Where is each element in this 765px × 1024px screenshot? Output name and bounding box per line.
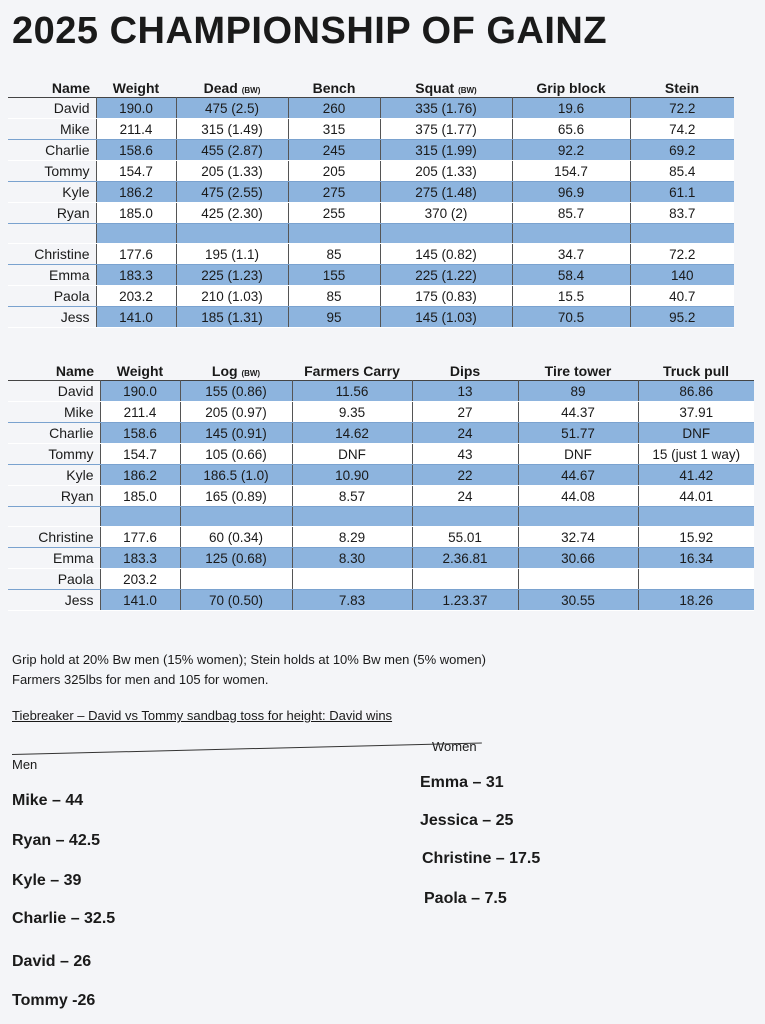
men-label: Men <box>12 757 38 772</box>
note-line: Grip hold at 20% Bw men (15% women); Stein holds at 10% Bw men (5% women) <box>12 652 486 667</box>
col-header-dead-unit: (BW) <box>241 86 261 95</box>
cell-c2 <box>180 569 292 590</box>
cell-c3 <box>292 569 412 590</box>
cell-weight: 141.0 <box>100 590 180 611</box>
table-row <box>8 402 754 423</box>
cell-c2: 185 (1.31) <box>176 307 288 328</box>
table-row <box>8 182 734 203</box>
cell-c3: 155 <box>288 265 380 286</box>
cell-name: Ryan <box>8 203 96 224</box>
cell-c6: 72.2 <box>630 98 734 119</box>
cell-c4: 1.23.37 <box>412 590 518 611</box>
cell-weight: 190.0 <box>100 381 180 402</box>
cell-c3: 95 <box>288 307 380 328</box>
cell-c2: 425 (2.30) <box>176 203 288 224</box>
table-header-row <box>8 79 734 98</box>
cell-c5: 30.66 <box>518 548 638 569</box>
cell-c2: 205 (1.33) <box>176 161 288 182</box>
table-row <box>8 98 734 119</box>
table-row <box>8 203 734 224</box>
spacer-cell <box>288 224 380 244</box>
cell-c4: 27 <box>412 402 518 423</box>
col-header-tire-tower: Tire tower <box>544 363 612 379</box>
col-header-dead-label: Dead <box>203 80 238 96</box>
cell-name: Emma <box>8 265 96 286</box>
cell-c5: 44.37 <box>518 402 638 423</box>
table-row <box>8 590 754 611</box>
spacer-row <box>8 224 734 244</box>
cell-c5: 92.2 <box>512 140 630 161</box>
cell-c6: 18.26 <box>638 590 754 611</box>
cell-c3: 260 <box>288 98 380 119</box>
cell-weight: 177.6 <box>100 527 180 548</box>
cell-c6: 74.2 <box>630 119 734 140</box>
spacer-cell <box>8 224 96 244</box>
men-result: Tommy -26 <box>12 992 96 1009</box>
cell-c2: 186.5 (1.0) <box>180 465 292 486</box>
cell-c2: 195 (1.1) <box>176 244 288 265</box>
cell-c2: 145 (0.91) <box>180 423 292 444</box>
table-row <box>8 527 754 548</box>
cell-weight: 154.7 <box>100 444 180 465</box>
men-result: David – 26 <box>12 953 92 970</box>
col-header-weight: Weight <box>116 363 164 379</box>
cell-c6: 72.2 <box>630 244 734 265</box>
cell-c4: 55.01 <box>412 527 518 548</box>
cell-c6: 44.01 <box>638 486 754 507</box>
col-header-squat-label: Squat <box>415 80 455 96</box>
cell-c3: 10.90 <box>292 465 412 486</box>
cell-c6: 140 <box>630 265 734 286</box>
spacer-row <box>8 507 754 527</box>
cell-c6: 86.86 <box>638 381 754 402</box>
cell-weight: 141.0 <box>96 307 176 328</box>
men-result: Ryan – 42.5 <box>12 832 101 849</box>
cell-name: Charlie <box>8 423 100 444</box>
cell-c2: 105 (0.66) <box>180 444 292 465</box>
event-notes <box>12 650 486 690</box>
cell-c4: 24 <box>412 423 518 444</box>
col-header-truck-pull: Truck pull <box>662 363 730 379</box>
cell-c6: 15 (just 1 way) <box>638 444 754 465</box>
cell-c2: 225 (1.23) <box>176 265 288 286</box>
cell-c2: 70 (0.50) <box>180 590 292 611</box>
cell-c4 <box>412 569 518 590</box>
cell-c3: DNF <box>292 444 412 465</box>
spacer-cell <box>512 224 630 244</box>
table-row <box>8 265 734 286</box>
cell-name: Jess <box>8 307 96 328</box>
table-row <box>8 161 734 182</box>
cell-c3: 8.29 <box>292 527 412 548</box>
cell-c6: 40.7 <box>630 286 734 307</box>
cell-name: Tommy <box>8 444 100 465</box>
cell-c6: 16.34 <box>638 548 754 569</box>
cell-c2: 475 (2.5) <box>176 98 288 119</box>
cell-c3: 245 <box>288 140 380 161</box>
cell-c2: 125 (0.68) <box>180 548 292 569</box>
cell-name: Emma <box>8 548 100 569</box>
table-header-row <box>8 362 754 381</box>
cell-name: Kyle <box>8 182 96 203</box>
women-result: Emma – 31 <box>420 774 504 791</box>
women-result: Paola – 7.5 <box>424 890 507 907</box>
spacer-cell <box>518 507 638 527</box>
col-header-stein: Stein <box>664 80 700 96</box>
cell-c5 <box>518 569 638 590</box>
cell-c2: 475 (2.55) <box>176 182 288 203</box>
col-header-name: Name <box>55 363 94 379</box>
cell-c4: 22 <box>412 465 518 486</box>
men-result: Mike – 44 <box>12 792 84 809</box>
cell-c3: 8.57 <box>292 486 412 507</box>
col-header-dead <box>176 79 288 98</box>
cell-name: David <box>8 98 96 119</box>
cell-c6: 41.42 <box>638 465 754 486</box>
cell-c4: 175 (0.83) <box>380 286 512 307</box>
cell-c5: 96.9 <box>512 182 630 203</box>
cell-c5: 32.74 <box>518 527 638 548</box>
cell-weight: 185.0 <box>100 486 180 507</box>
table-row <box>8 381 754 402</box>
cell-c4: 24 <box>412 486 518 507</box>
spacer-cell <box>176 224 288 244</box>
col-header-log <box>180 362 292 381</box>
cell-c6 <box>638 569 754 590</box>
cell-c3: 205 <box>288 161 380 182</box>
cell-c4: 2.36.81 <box>412 548 518 569</box>
cell-c4: 43 <box>412 444 518 465</box>
cell-c2: 60 (0.34) <box>180 527 292 548</box>
cell-c2: 315 (1.49) <box>176 119 288 140</box>
cell-c4: 145 (0.82) <box>380 244 512 265</box>
col-header-weight: Weight <box>112 80 160 96</box>
cell-name: Christine <box>8 244 96 265</box>
cell-name: Mike <box>8 119 96 140</box>
cell-weight: 203.2 <box>100 569 180 590</box>
spacer-cell <box>412 507 518 527</box>
cell-weight: 186.2 <box>96 182 176 203</box>
cell-weight: 158.6 <box>100 423 180 444</box>
cell-weight: 190.0 <box>96 98 176 119</box>
cell-c3: 315 <box>288 119 380 140</box>
cell-name: Ryan <box>8 486 100 507</box>
col-header-name: Name <box>51 80 90 96</box>
men-result: Charlie – 32.5 <box>12 910 116 927</box>
cell-name: David <box>8 381 100 402</box>
cell-name: Jess <box>8 590 100 611</box>
cell-c3: 7.83 <box>292 590 412 611</box>
cell-name: Kyle <box>8 465 100 486</box>
divider-line <box>12 743 482 755</box>
tiebreaker-note: Tiebreaker – David vs Tommy sandbag toss for height: David wins <box>12 708 393 723</box>
cell-c5: 154.7 <box>512 161 630 182</box>
cell-c4: 375 (1.77) <box>380 119 512 140</box>
table-row <box>8 119 734 140</box>
cell-c3: 9.35 <box>292 402 412 423</box>
table-row <box>8 423 754 444</box>
cell-name: Christine <box>8 527 100 548</box>
cell-c5: 51.77 <box>518 423 638 444</box>
cell-c6: 83.7 <box>630 203 734 224</box>
col-header-farmers-carry: Farmers Carry <box>304 363 400 379</box>
cell-weight: 183.3 <box>96 265 176 286</box>
cell-c4: 205 (1.33) <box>380 161 512 182</box>
cell-c2: 205 (0.97) <box>180 402 292 423</box>
cell-c4: 145 (1.03) <box>380 307 512 328</box>
cell-c6: 15.92 <box>638 527 754 548</box>
cell-c5: 58.4 <box>512 265 630 286</box>
table-row <box>8 444 754 465</box>
cell-c4: 335 (1.76) <box>380 98 512 119</box>
cell-c2: 155 (0.86) <box>180 381 292 402</box>
cell-c3: 85 <box>288 286 380 307</box>
women-result: Jessica – 25 <box>420 812 514 829</box>
cell-c3: 85 <box>288 244 380 265</box>
men-result: Kyle – 39 <box>12 872 82 889</box>
spacer-cell <box>180 507 292 527</box>
table-row <box>8 307 734 328</box>
cell-name: Mike <box>8 402 100 423</box>
cell-weight: 186.2 <box>100 465 180 486</box>
cell-c5: 85.7 <box>512 203 630 224</box>
table-row <box>8 569 754 590</box>
cell-c4: 225 (1.22) <box>380 265 512 286</box>
cell-weight: 183.3 <box>100 548 180 569</box>
cell-c4: 370 (2) <box>380 203 512 224</box>
women-result: Christine – 17.5 <box>422 850 541 867</box>
cell-c6: 37.91 <box>638 402 754 423</box>
note-line: Farmers 325lbs for men and 105 for women. <box>12 672 269 687</box>
cell-c6: DNF <box>638 423 754 444</box>
cell-c4: 13 <box>412 381 518 402</box>
table-row <box>8 486 754 507</box>
cell-c5: 44.08 <box>518 486 638 507</box>
cell-c3: 8.30 <box>292 548 412 569</box>
col-header-log-label: Log <box>211 363 238 379</box>
cell-c3: 275 <box>288 182 380 203</box>
cell-c6: 85.4 <box>630 161 734 182</box>
women-label: Women <box>432 739 477 754</box>
cell-c5: 15.5 <box>512 286 630 307</box>
spacer-cell <box>100 507 180 527</box>
cell-name: Tommy <box>8 161 96 182</box>
table-row <box>8 465 754 486</box>
cell-c6: 61.1 <box>630 182 734 203</box>
cell-c6: 95.2 <box>630 307 734 328</box>
cell-c5: 30.55 <box>518 590 638 611</box>
col-header-log-unit: (BW) <box>241 369 261 378</box>
spacer-cell <box>630 224 734 244</box>
cell-c6: 69.2 <box>630 140 734 161</box>
cell-c2: 455 (2.87) <box>176 140 288 161</box>
table-row <box>8 286 734 307</box>
page-title: 2025 CHAMPIONSHIP OF GAINZ <box>12 10 608 52</box>
spacer-cell <box>380 224 512 244</box>
cell-c3: 255 <box>288 203 380 224</box>
results-table-1 <box>8 79 734 328</box>
cell-weight: 211.4 <box>96 119 176 140</box>
cell-c5: 19.6 <box>512 98 630 119</box>
table-row <box>8 548 754 569</box>
cell-c3: 11.56 <box>292 381 412 402</box>
table-row <box>8 244 734 265</box>
cell-name: Paola <box>8 286 96 307</box>
cell-c5: 89 <box>518 381 638 402</box>
cell-c2: 210 (1.03) <box>176 286 288 307</box>
cell-name: Paola <box>8 569 100 590</box>
cell-name: Charlie <box>8 140 96 161</box>
cell-c5: 34.7 <box>512 244 630 265</box>
cell-weight: 158.6 <box>96 140 176 161</box>
spacer-cell <box>96 224 176 244</box>
spacer-cell <box>8 507 100 527</box>
col-header-dips: Dips <box>449 363 481 379</box>
col-header-grip-block: Grip block <box>536 80 606 96</box>
cell-weight: 154.7 <box>96 161 176 182</box>
cell-weight: 211.4 <box>100 402 180 423</box>
col-header-squat-unit: (BW) <box>458 86 477 95</box>
cell-c5: DNF <box>518 444 638 465</box>
cell-c4: 275 (1.48) <box>380 182 512 203</box>
spacer-cell <box>292 507 412 527</box>
col-header-bench: Bench <box>312 80 356 96</box>
cell-c4: 315 (1.99) <box>380 140 512 161</box>
cell-weight: 203.2 <box>96 286 176 307</box>
cell-weight: 185.0 <box>96 203 176 224</box>
results-table-2 <box>8 362 754 611</box>
cell-weight: 177.6 <box>96 244 176 265</box>
cell-c5: 65.6 <box>512 119 630 140</box>
col-header-squat <box>380 79 512 98</box>
spacer-cell <box>638 507 754 527</box>
table-row <box>8 140 734 161</box>
cell-c2: 165 (0.89) <box>180 486 292 507</box>
cell-c5: 70.5 <box>512 307 630 328</box>
cell-c5: 44.67 <box>518 465 638 486</box>
cell-c3: 14.62 <box>292 423 412 444</box>
